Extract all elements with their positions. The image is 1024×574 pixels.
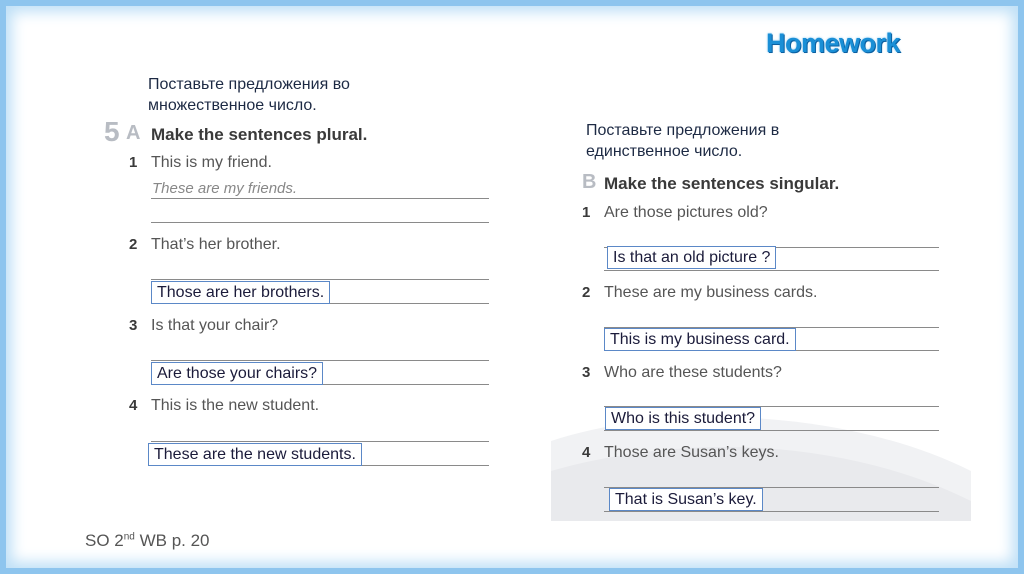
question-text: These are my business cards. <box>604 284 818 301</box>
question-text: This is my friend. <box>151 154 272 171</box>
question-number: 4 <box>582 444 591 461</box>
answer-line <box>151 198 489 199</box>
question-text: Are those pictures old? <box>604 204 768 221</box>
question-number: 1 <box>129 154 138 171</box>
workbook-reference <box>85 531 210 551</box>
question-text: Those are Susan’s keys. <box>604 444 779 461</box>
question-text: Who are these students? <box>604 364 782 381</box>
answer-box[interactable]: Those are her brothers. <box>151 281 330 304</box>
right-instruction-line1: Поставьте предложения в <box>586 122 780 139</box>
exercise-number: 5 <box>104 116 120 147</box>
answer-box[interactable]: Are those your chairs? <box>151 362 323 385</box>
answer-box[interactable]: These are the new students. <box>148 443 362 466</box>
question-text: That’s her brother. <box>151 236 281 253</box>
answer-line <box>604 270 939 271</box>
exercise-b-title: Make the sentences singular. <box>604 174 840 193</box>
question-number: 4 <box>129 397 138 414</box>
exercise-letter-b: B <box>582 171 597 193</box>
left-instruction <box>148 74 350 116</box>
exercise-a-title: Make the sentences plural. <box>151 125 368 144</box>
question-text: Is that your chair? <box>151 317 279 334</box>
answer-line <box>604 430 939 431</box>
answer-line <box>604 511 939 512</box>
question-text: This is the new student. <box>151 397 320 414</box>
question-number: 2 <box>582 284 591 301</box>
right-instruction <box>586 120 779 162</box>
right-instruction-line2: единственное число. <box>586 143 743 160</box>
footer-superscript: nd <box>123 531 135 543</box>
question-number: 3 <box>129 317 138 334</box>
question-number: 1 <box>582 204 591 221</box>
example-answer: These are my friends. <box>152 180 298 197</box>
answer-line <box>151 360 489 361</box>
answer-line <box>151 222 489 223</box>
answer-line <box>151 441 489 442</box>
answer-box[interactable]: Is that an old picture ? <box>607 246 776 269</box>
footer-prefix: SO 2 <box>85 531 124 550</box>
exercise-letter-a: A <box>126 122 141 144</box>
question-number: 3 <box>582 364 591 381</box>
question-number: 2 <box>129 236 138 253</box>
answer-line <box>151 279 489 280</box>
page-title: Homework <box>766 28 901 58</box>
footer-suffix: WB p. 20 <box>134 531 210 550</box>
answer-box[interactable]: This is my business card. <box>604 328 796 351</box>
answer-box[interactable]: That is Susan’s key. <box>609 488 763 511</box>
left-instruction-line2: множественное число. <box>148 97 317 114</box>
answer-box[interactable]: Who is this student? <box>605 407 761 430</box>
left-instruction-line1: Поставьте предложения во <box>148 76 350 93</box>
